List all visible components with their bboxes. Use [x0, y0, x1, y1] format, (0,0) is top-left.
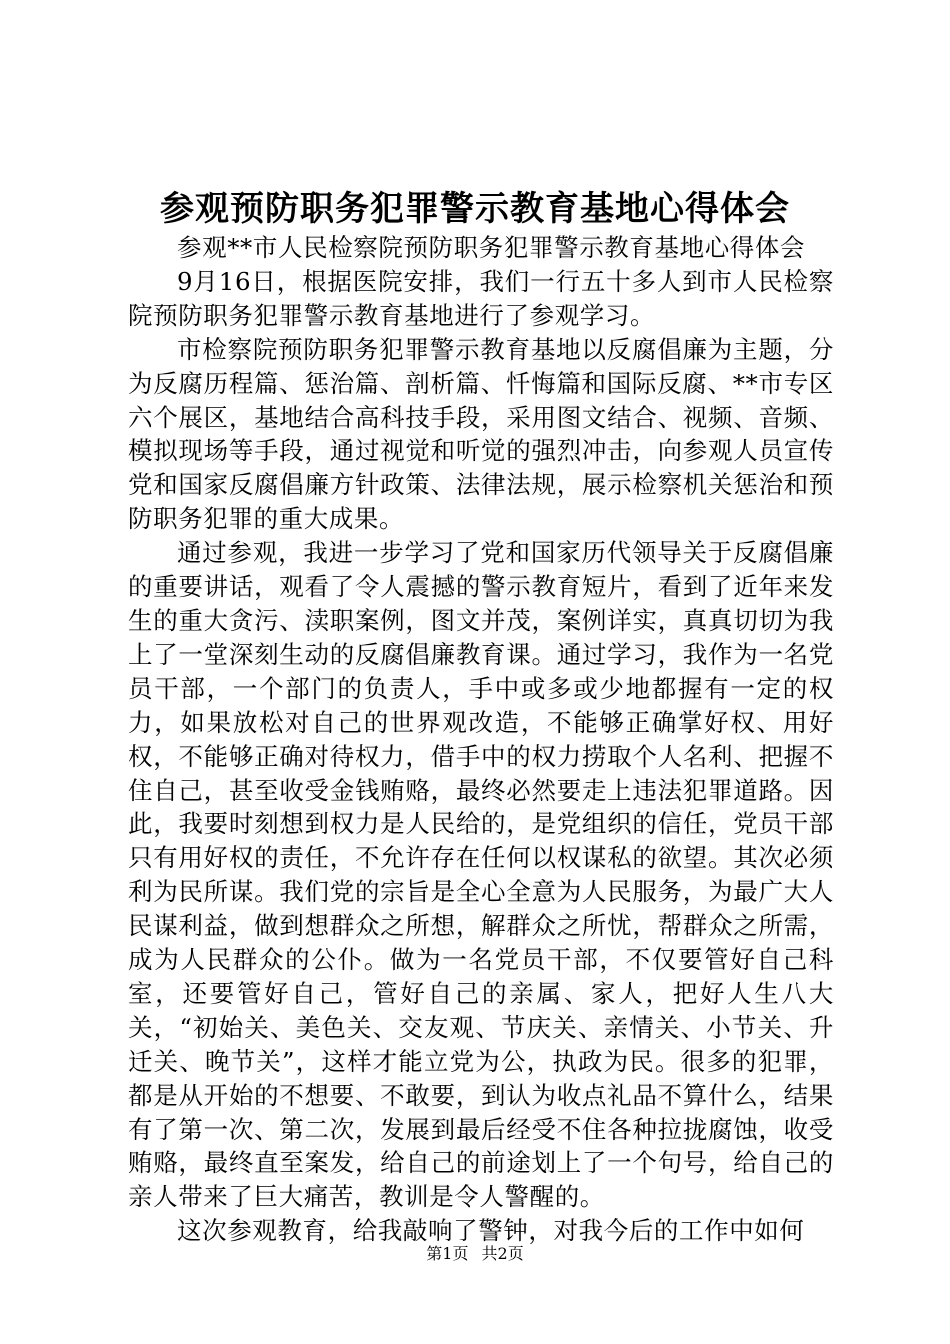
document-title: 参观预防职务犯罪警示教育基地心得体会: [160, 189, 790, 229]
body-paragraph: 市检察院预防职务犯罪警示教育基地以反腐倡廉为主题，分为反腐历程篇、惩治篇、剖析篇、忏悔篇和国际反腐、**市专区六个展区，基地结合高科技手段，采用图文结合、视频、音频、模拟现场等手段，通过视觉和听觉的强烈冲击，向参观人员宣传党和国家反腐倡廉方针政策、法律法规，展示检察机关惩治和预防职务犯罪的重大成果。: [128, 334, 834, 534]
body-paragraph: 这次参观教育，给我敲响了警钟，对我今后的工作中如何: [177, 1216, 805, 1246]
page-number: 第1页: [426, 1244, 469, 1263]
body-paragraph: 9月16日，根据医院安排，我们一行五十多人到市人民检察院预防职务犯罪警示教育基地进行了参观学习。: [128, 266, 834, 330]
subtitle-paragraph: 参观**市人民检察院预防职务犯罪警示教育基地心得体会: [177, 233, 806, 262]
body-paragraph: 通过参观，我进一步学习了党和国家历代领导关于反腐倡廉的重要讲话，观看了令人震撼的警示教育短片，看到了近年来发生的重大贪污、渎职案例，图文并茂，案例详实，真真切切为我上了一堂深刻生动的反腐倡廉教育课。通过学习，我作为一名党员干部，一个部门的负责人，手中或多或少地都握有一定的权力，如果放松对自己的世界观改造，不能够正确掌好权、用好权，不能够正确对待权力，借手中的权力捞取个人名利、把握不住自己，甚至收受金钱贿赂，最终必然要走上违法犯罪道路。因此，我要时刻想到权力是人民给的，是党组织的信任，党员干部只有用好权的责任，不允许存在任何以权谋私的欲望。其次必须利为民所谋。我们党的宗旨是全心全意为人民服务，为最广大人民谋利益，做到想群众之所想，解群众之所忧，帮群众之所需，成为人民群众的公仆。做为一名党员干部，不仅要管好自己科室，还要管好自己，管好自己的亲属、家人，把好人生八大关，“初始关、美色关、交友观、节庆关、亲情关、小节关、升迁关、晚节关”，这样才能立党为公，执政为民。很多的犯罪，都是从开始的不想要、不敢要，到认为收点礼品不算什么，结果有了第一次、第二次，发展到最后经受不住各种拉拢腐蚀，收受贿赂，最终直至案发，给自己的前途划上了一个句号，给自己的亲人带来了巨大痛苦，教训是令人警醒的。: [128, 538, 834, 1212]
page-total: 共2页: [481, 1244, 524, 1263]
document-body: [128, 231, 834, 1248]
page-footer: [0, 1243, 950, 1265]
